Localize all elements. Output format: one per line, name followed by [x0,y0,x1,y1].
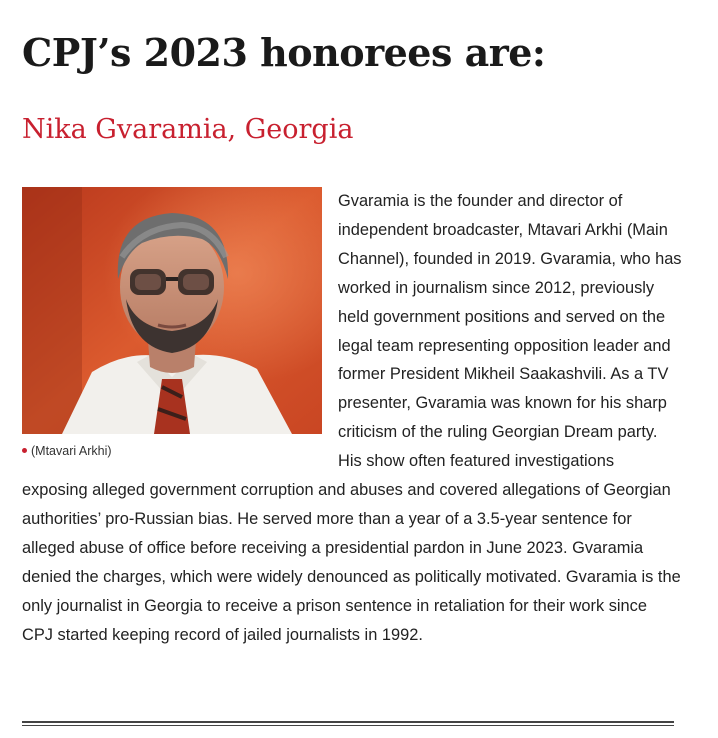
page-title: CPJ’s 2023 honorees are: [22,30,546,75]
caption-bullet-icon [22,448,27,453]
honoree-name: Nika Gvaramia, Georgia [22,114,354,145]
honoree-figure [22,187,322,459]
section-divider [22,721,674,726]
photo-caption [22,443,322,459]
honoree-photo [22,187,322,434]
photo-caption-text: (Mtavari Arkhi) [31,444,112,458]
article-body [22,187,682,650]
honoree-bio: Gvaramia is the founder and director of independent broadcaster, Mtavari Arkhi (Main Channel), founded in 2019. Gvaramia, who has worked in journalism since 2012, previously held government positions and served on the legal team representing opposition leader and former President Mikheil Saakashvili. As a TV presenter, Gvaramia was known for his sharp criticism of the ruling Georgian Dream party. His show often featured investigations exposing alleged government corruption and abuses and covered allegations of Georgian authorities’ pro-Russian bias. He served more than a year of a 3.5-year sentence for alleged abuse of office before receiving a presidential pardon in June 2023. Gvaramia denied the charges, which were widely denounced as politically motivated. Gvaramia is the only journalist in Georgia to receive a prison sentence in retaliation for their work since CPJ started keeping record of jailed journalists in 1992. [22,192,682,644]
